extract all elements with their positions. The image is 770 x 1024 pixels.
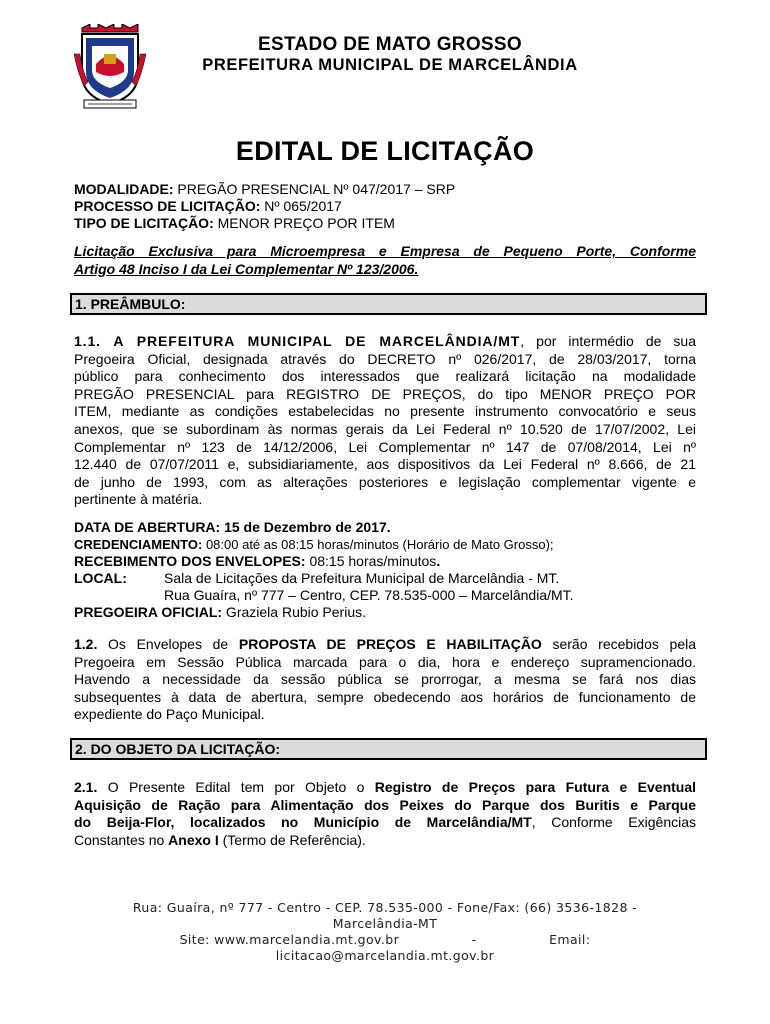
p11-rest: , por intermédio de sua [520, 333, 696, 349]
p11-line: Complementar nº 123 de 14/12/2006, Lei Complementar nº 147 de 07/08/2014, Lei nº [74, 438, 696, 455]
p11-line-1 [74, 333, 696, 351]
p11-line: pertinente à matéria. [74, 491, 203, 508]
footer-email[interactable]: licitacao@marcelandia.mt.gov.br [275, 948, 495, 963]
credenciamento-value: 08:00 até as 08:15 horas/minutos (Horário de Mato Grosso); [202, 537, 554, 552]
credenciamento-label: CREDENCIAMENTO: [74, 537, 203, 552]
page-footer [80, 900, 690, 964]
p11-line: de junho de 1993, com as alterações posteriores e legislação complementar vigente e [74, 473, 696, 490]
p11-line: Pregoeira Oficial, designada através do DECRETO nº 026/2017, de 28/03/2017, torna [74, 350, 696, 367]
p12-line: Pregoeira em Sessão Pública marcada para o dia, hora e endereço supramencionado. [74, 653, 696, 670]
paragraph-2-1 [74, 779, 696, 849]
tipo-line [74, 215, 395, 233]
processo-label: PROCESSO DE LICITAÇÃO: [74, 198, 261, 214]
local-address-2: Rua Guaíra, nº 777 – Centro, CEP. 78.535-000 – Marcelândia/MT. [164, 587, 574, 603]
exclusive-line-1: Licitação Exclusiva para Microempresa e Empresa de Pequeno Porte, Conforme [74, 243, 696, 259]
tipo-value: MENOR PREÇO POR ITEM [213, 215, 395, 231]
local-line-2 [74, 587, 696, 604]
processo-value: Nº 065/2017 [260, 198, 342, 214]
pregoeira-label: PREGOEIRA OFICIAL: [74, 604, 223, 620]
schedule-block [74, 519, 696, 621]
p21-text-l4-a: Constantes no [74, 831, 169, 848]
pregoeira-value: Graziela Rubio Perius. [222, 604, 366, 620]
header-municipality: PREFEITURA MUNICIPAL DE MARCELÂNDIA [202, 56, 578, 74]
document-title: EDITAL DE LICITAÇÃO [235, 136, 535, 166]
footer-email-label: Email: [549, 932, 591, 947]
footer-site[interactable]: Site: www.marcelandia.mt.gov.br [179, 932, 400, 947]
modalidade-value: PREGÃO PRESENCIAL Nº 047/2017 – SRP [173, 181, 456, 197]
local-label: LOCAL: [74, 570, 127, 586]
p12-text-b: PROPOSTA DE PREÇOS E HABILITAÇÃO [238, 636, 542, 652]
p21-num: 2.1. [74, 779, 98, 795]
paragraph-1-1 [74, 333, 696, 509]
p12-line: Havendo a necessidade da sessão pública se prorrogar, a mesma se fará nos dias [74, 671, 696, 688]
processo-line [74, 198, 342, 216]
header-state: ESTADO DE MATO GROSSO [258, 34, 522, 55]
tipo-label: TIPO DE LICITAÇÃO: [74, 215, 214, 231]
p21-line-1 [74, 779, 696, 797]
p11-line: PREGÃO PRESENCIAL para REGISTRO DE PREÇOS, do tipo MENOR PREÇO POR [74, 385, 696, 402]
exclusive-notice [74, 243, 696, 278]
local-line-1 [74, 570, 696, 587]
recebimento-label: RECEBIMENTO DOS ENVELOPES: [74, 553, 306, 569]
p12-num: 1.2. [74, 636, 98, 652]
p12-line-1 [74, 636, 696, 654]
p21-text-b: Registro de Preços para Futura e Eventual [374, 779, 697, 795]
p21-text-l2: Aquisição de Ração para Alimentação dos Peixes do Parque dos Buritis e Parque [74, 796, 696, 813]
modalidade-label: MODALIDADE: [74, 181, 174, 197]
p21-text-l3-rest: , Conforme Exigências [531, 814, 697, 831]
modalidade-line [74, 181, 455, 199]
footer-contact-line [80, 932, 690, 948]
credenciamento-line [74, 536, 696, 553]
local-address-1: Sala de Licitações da Prefeitura Municipal de Marcelândia - MT. [164, 570, 560, 586]
footer-address-1: Rua: Guaíra, nº 777 - Centro - CEP. 78.535-000 - Fone/Fax: (66) 3536-1828 - [132, 900, 638, 915]
p21-text-a: O Presente Edital tem por Objeto o [97, 779, 375, 795]
recebimento-line [74, 553, 696, 570]
p12-line: subsequentes à data de abertura, sempre obedecendo aos horários de funcionamento de [74, 688, 696, 705]
recebimento-dot: . [436, 553, 441, 569]
p21-line-4 [74, 832, 696, 850]
exclusive-line-2: Artigo 48 Inciso I da Lei Complementar Nº 123/2006. [74, 260, 419, 277]
section-1-heading: 1. PREÂMBULO: [70, 293, 707, 315]
paragraph-1-2 [74, 636, 696, 724]
p11-line: 12.440 de 07/07/2011 e, subsidiariamente, aos dispositivos da Lei Federal nº 8.666, de 21 [74, 456, 696, 473]
p21-line-3 [74, 814, 696, 832]
abertura-line [74, 519, 696, 536]
p12-text-c: serão recebidos pela [541, 636, 697, 652]
p11-line: público para conhecimento dos interessados que realizará licitação na modalidade [74, 368, 696, 385]
section-2-heading: 2. DO OBJETO DA LICITAÇÃO: [70, 738, 707, 760]
footer-address-2: Marcelândia-MT [332, 916, 438, 931]
abertura-text: DATA DE ABERTURA: 15 de Dezembro de 2017. [74, 519, 391, 535]
p11-line: anexos, que se subordinam às normas gerais da Lei Federal nº 10.520 de 17/07/2002, Lei [74, 420, 696, 437]
p11-lead: 1.1. A PREFEITURA MUNICIPAL DE MARCELÂNDIA/MT [74, 333, 521, 349]
pregoeira-line [74, 604, 696, 621]
p11-line: ITEM, mediante as condições estabelecidas no presente instrumento convocatório e seus [74, 403, 696, 420]
p21-text-l4-c: (Termo de Referência). [218, 831, 366, 848]
coat-of-arms-logo [74, 24, 146, 110]
p12-text-a: Os Envelopes de [97, 636, 239, 652]
p12-line: expediente do Paço Municipal. [74, 706, 265, 723]
p21-line-2 [74, 797, 696, 815]
recebimento-value: 08:15 horas/minutos [305, 553, 437, 569]
footer-separator: - [471, 932, 477, 947]
p21-text-l4-b: Anexo I [168, 831, 219, 848]
p21-text-l3-bold: do Beija-Flor, localizados no Município de Marcelândia/MT [74, 814, 532, 831]
